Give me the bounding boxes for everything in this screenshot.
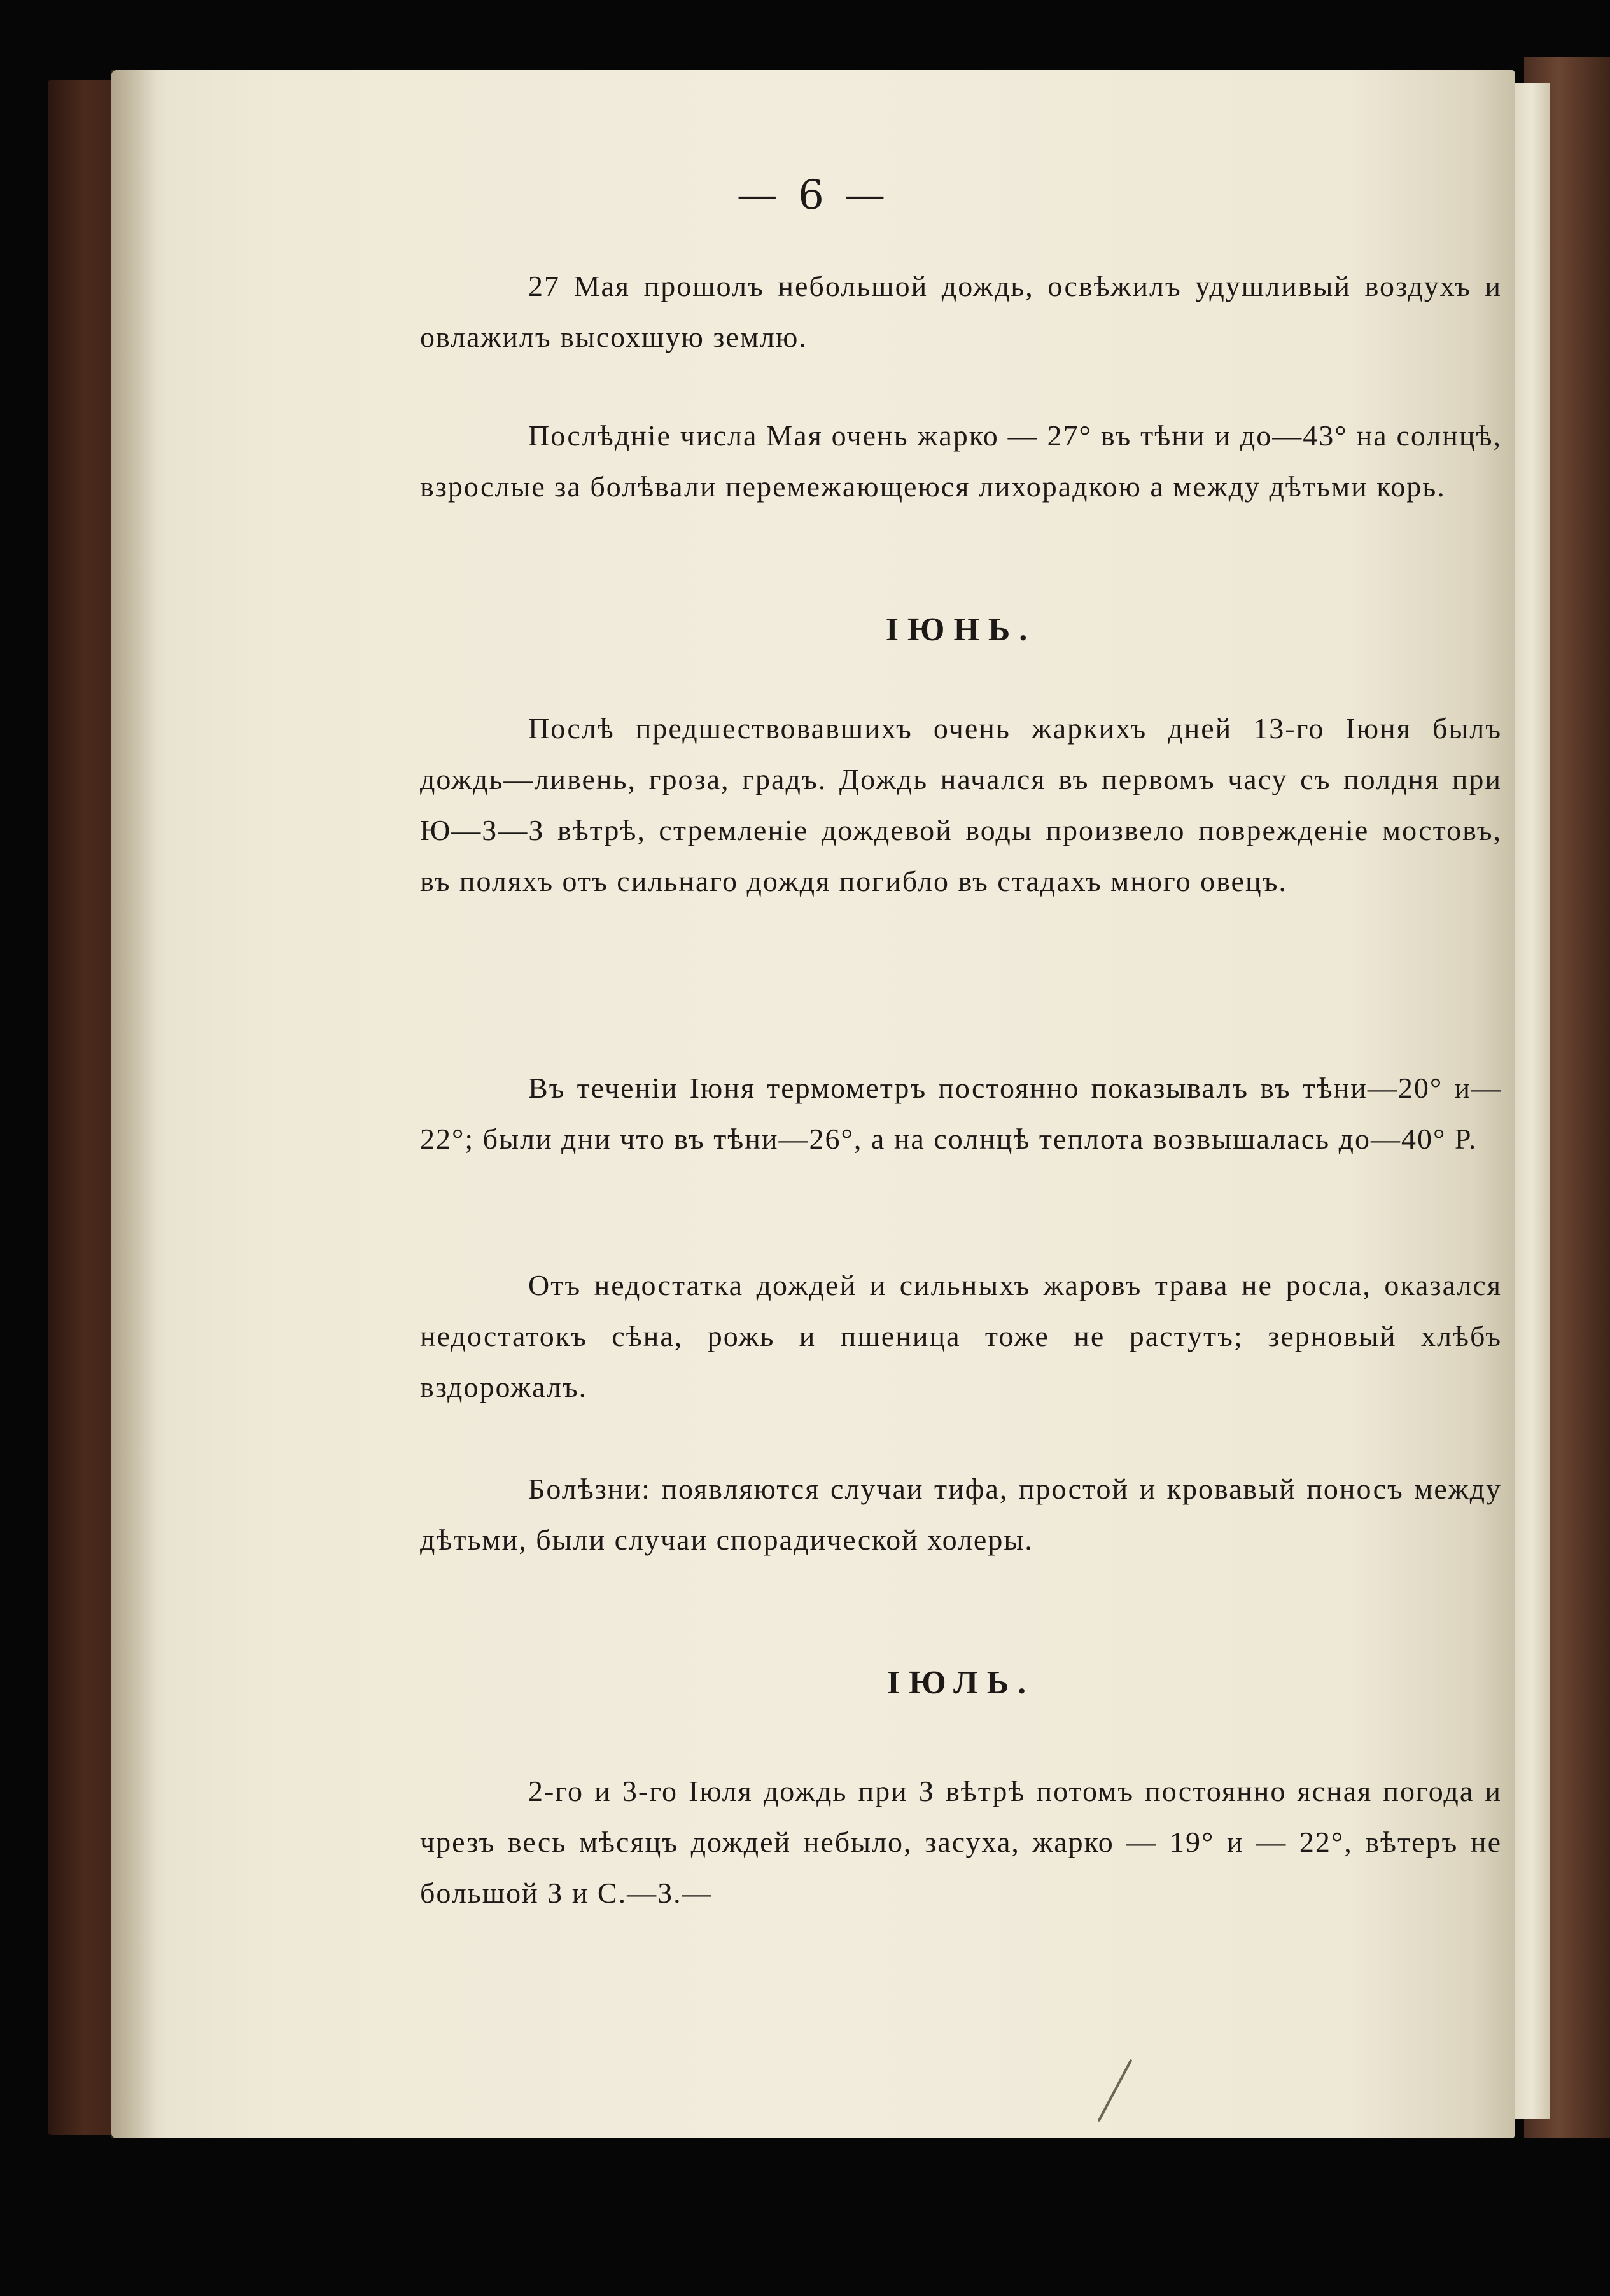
book-page xyxy=(111,70,1515,2138)
paragraph-june-diseases: Болѣзни: появляются случаи тифа, простой и кровавый поносъ между дѣтьми, были случаи спорадической холеры. xyxy=(420,1473,1502,1556)
heading-june: ІЮНЬ. xyxy=(885,612,1037,648)
paragraph-june-drought: Отъ недостатка дождей и сильныхъ жаровъ трава не росла, оказался недостатокъ сѣна, рожь и пшеница тоже не растутъ; зерновый хлѣбъ вздорожалъ. xyxy=(420,1269,1502,1403)
page-number: — 6 — xyxy=(736,172,890,219)
paragraph-june-temperature: Въ теченіи Іюня термометръ постоянно показывалъ въ тѣни—20° и—22°; были дни что въ тѣни—26°, а на солнцѣ теплота возвышалась до—40° Р. xyxy=(420,1072,1502,1155)
paragraph-may-heat: Послѣдніе числа Мая очень жарко — 27° въ тѣни и до—43° на солнцѣ, взрослые за болѣвали перемежающеюся лихорадкою а между дѣтьми корь. xyxy=(420,419,1502,503)
page-gutter-shadow xyxy=(111,70,156,2138)
pencil-mark xyxy=(1097,2059,1132,2122)
paragraph-july-weather: 2-го и 3-го Іюля дождь при З вѣтрѣ потомъ постоянно ясная погода и чрезъ весь мѣсяцъ дождей небыло, засуха, жарко — 19° и — 22°, вѣтеръ не большой З и С.—З.— xyxy=(420,1775,1502,1909)
heading-july: ІЮЛЬ. xyxy=(886,1665,1035,1701)
paragraph-june-storm: Послѣ предшествовавшихъ очень жаркихъ дней 13-го Іюня былъ дождь—ливень, гроза, градъ. Дождь начался въ первомъ часу съ полдня при Ю—З—З вѣтрѣ, стремленіе дождевой воды произвело поврежденіе мостовъ, въ поляхъ отъ сильнаго дождя погибло въ стадахъ много овецъ. xyxy=(420,712,1502,897)
paragraph-may-rain: 27 Мая прошолъ небольшой дождь, освѣжилъ удушливый воздухъ и овлажилъ высохшую землю. xyxy=(420,270,1502,353)
